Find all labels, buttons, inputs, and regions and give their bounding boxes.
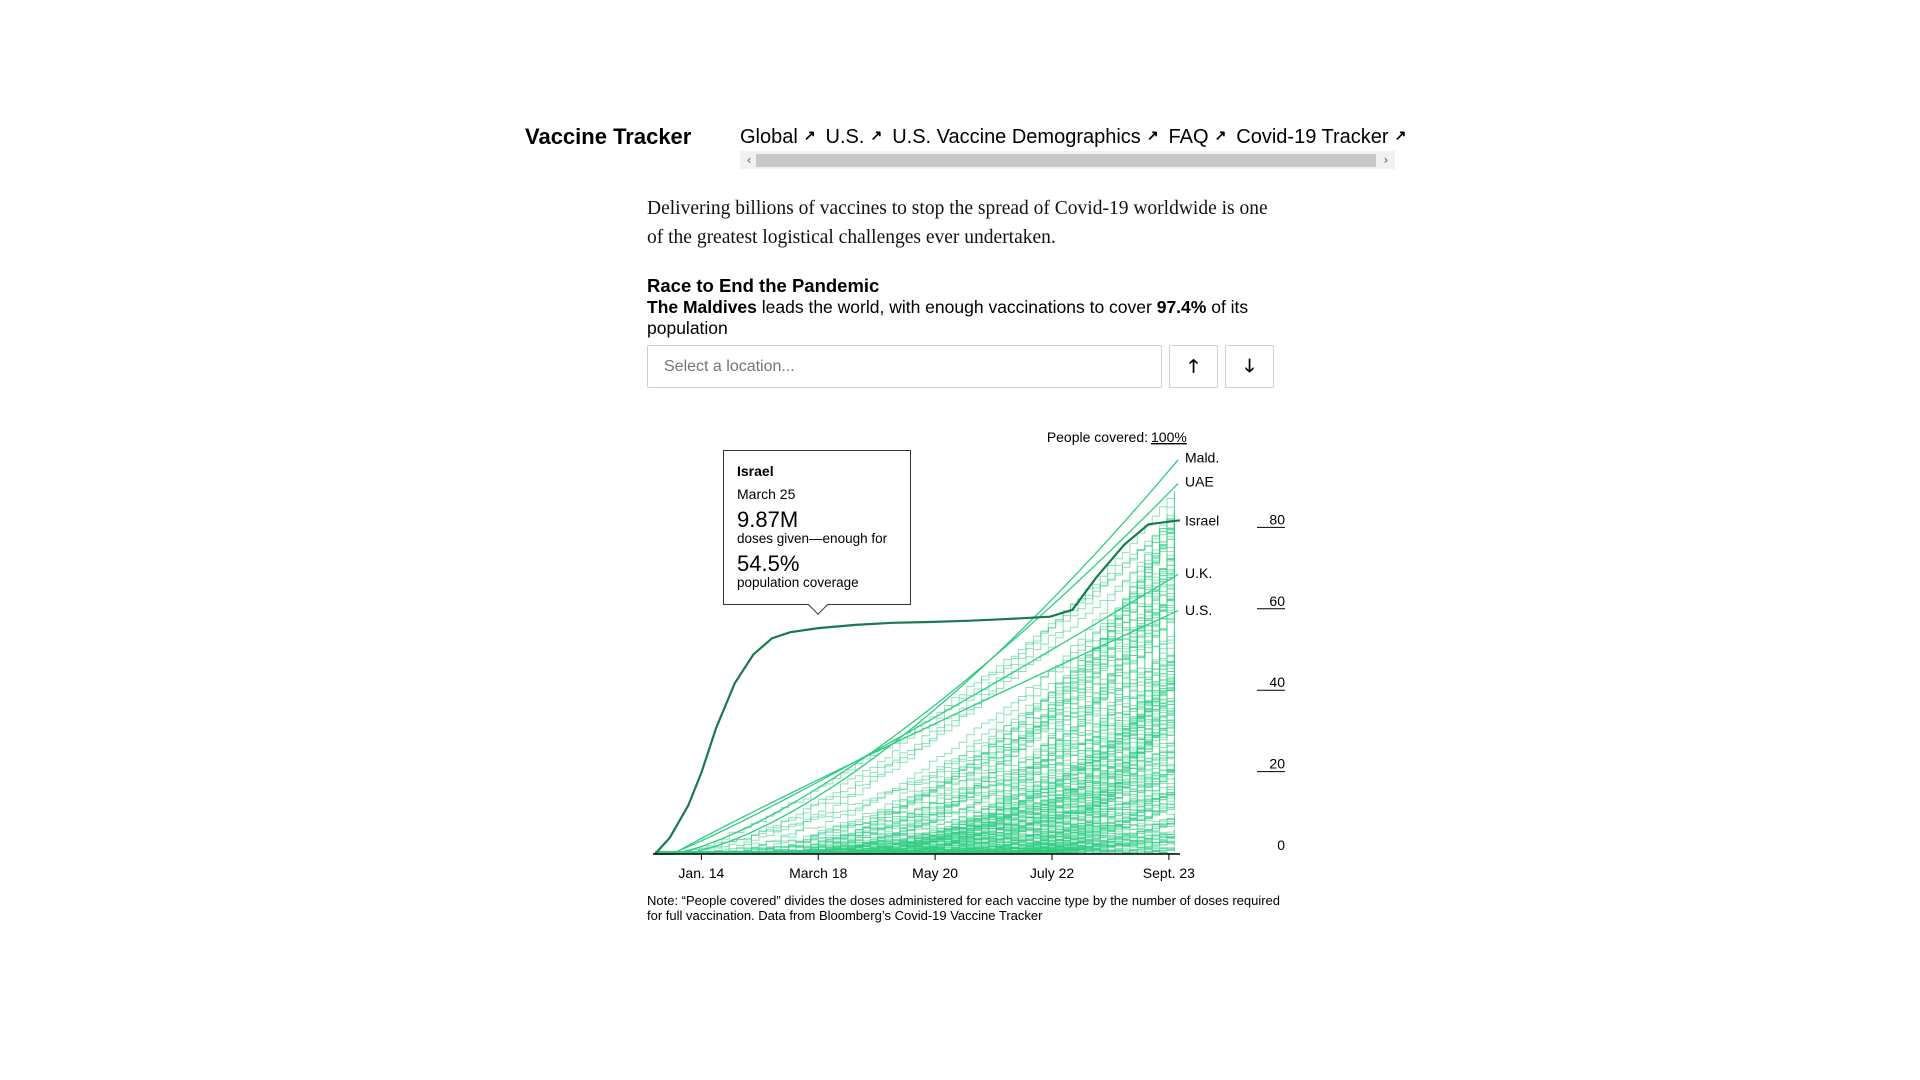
scrollbar-thumb[interactable]	[756, 154, 1376, 167]
y-tick-label: 0	[1277, 837, 1285, 853]
nav-link-global[interactable]	[740, 126, 816, 149]
chart-subtitle	[647, 297, 1287, 339]
sort-down-button[interactable]	[1225, 345, 1274, 388]
external-arrow-icon: ↗	[803, 127, 816, 143]
subtitle-mid: leads the world, with enough vaccinations to cover	[756, 297, 1157, 317]
intro-text: Delivering billions of vaccines to stop the spread of Covid-19 worldwide is one of the greatest logistical challenges ever undertaken.	[647, 198, 1268, 248]
tooltip-date: March 25	[737, 486, 796, 502]
y-tick-label: 40	[1269, 674, 1285, 691]
external-arrow-icon: ↗	[1146, 127, 1159, 143]
chart-title: Race to End the Pandemic	[647, 275, 880, 296]
tooltip-country: Israel	[737, 463, 774, 479]
series-label-israel: Israel	[1185, 512, 1220, 529]
scroll-left-icon[interactable]: ‹	[746, 153, 752, 167]
nav-link-label: Global	[740, 126, 798, 148]
external-arrow-icon: ↗	[1214, 127, 1227, 143]
nav-link-u-s-vaccine-demographics[interactable]	[892, 126, 1158, 149]
leader-name: The Maldives	[647, 297, 757, 317]
series-label-us: U.S.	[1185, 601, 1213, 618]
y-tick-label: 20	[1269, 755, 1285, 772]
arrow-down-icon: 🡓	[1244, 356, 1255, 377]
sort-up-button[interactable]	[1169, 345, 1218, 388]
brand-title[interactable]: Vaccine Tracker	[525, 124, 692, 149]
arrow-up-icon: 🡑	[1188, 356, 1199, 377]
y-tick-label: 80	[1269, 511, 1285, 528]
x-tick-label: May 20	[912, 865, 959, 881]
external-arrow-icon: ↗	[870, 127, 883, 143]
x-tick-label: Sept. 23	[1142, 865, 1195, 881]
x-tick-label: Jan. 14	[678, 865, 725, 881]
series-label-uk: U.K.	[1185, 565, 1213, 582]
nav-link-faq[interactable]	[1169, 126, 1227, 149]
nav-link-label: Covid-19 Tracker	[1236, 126, 1389, 148]
x-tick-label: July 22	[1029, 865, 1075, 881]
nav-link-label: FAQ	[1168, 126, 1209, 148]
top-navigation	[525, 124, 1407, 174]
y-axis-title: People covered:	[1046, 429, 1148, 445]
y-tick-label: 60	[1269, 592, 1285, 609]
external-arrow-icon: ↗	[1394, 127, 1407, 143]
nav-link-covid-19-tracker[interactable]	[1236, 126, 1406, 149]
nav-link-label: U.S. Vaccine Demographics	[892, 126, 1141, 148]
location-search-input[interactable]	[647, 345, 1162, 388]
horizontal-scrollbar[interactable]	[740, 151, 1395, 169]
nav-links	[740, 126, 1416, 149]
tooltip-coverage: 54.5%	[737, 551, 800, 576]
series-label-uae: UAE	[1185, 473, 1214, 490]
tooltip-doses-text: doses given—enough for	[737, 531, 888, 546]
nav-scroll-area	[740, 124, 1407, 170]
chart-tooltip	[723, 450, 911, 605]
series-label-mald: Mald.	[1185, 449, 1220, 466]
nav-link-u-s[interactable]	[826, 126, 883, 149]
chart-note: Note: “People covered” divides the doses administered for each vaccine type by the number of doses required for full vaccination. Data from Bloomberg’s Covid-19 Vaccine Tracker	[647, 893, 1281, 923]
scroll-right-icon[interactable]: ›	[1383, 153, 1389, 167]
nav-link-label: U.S.	[825, 126, 865, 148]
subtitle-end: of its population	[647, 297, 1249, 338]
x-tick-label: March 18	[789, 865, 848, 881]
tooltip-coverage-text: population coverage	[737, 575, 859, 590]
leader-pct: 97.4%	[1156, 297, 1207, 317]
y-tick-label: 100%	[1151, 429, 1187, 445]
tooltip-doses: 9.87M	[737, 507, 799, 532]
